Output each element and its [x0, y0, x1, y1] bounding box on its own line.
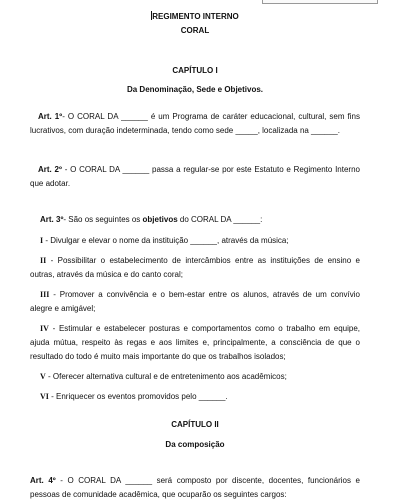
article-3-text-post: do CORAL DA ______:: [177, 215, 263, 224]
chapter-1-subtitle: Da Denominação, Sede e Objetivos.: [126, 85, 264, 94]
article-1-label: Art. 1º: [38, 112, 63, 121]
title-line-2: CORAL: [180, 26, 210, 35]
list-item-text: - Possibilitar o estabelecimento de intercâmbios entre as instituições de ensino e outras, através da música e do canto coral;: [30, 256, 360, 279]
article-1-text: - O CORAL DA ______ é um Programa de caráter educacional, cultural, sem fins lucrativos, com duração indeterminada, tendo como sede _____, localizada na ______.: [30, 112, 360, 135]
chapter-2-label: CAPÍTULO II: [171, 420, 219, 429]
list-item-text: - Enriquecer os eventos promovidos pelo ______.: [48, 392, 228, 401]
list-item-number: V: [40, 372, 46, 381]
list-item: [30, 254, 360, 282]
chapter-2-subtitle: Da composição: [165, 440, 225, 449]
list-item-number: II: [40, 256, 47, 265]
list-item: [30, 234, 360, 248]
article-4: [30, 474, 360, 500]
list-item: [30, 322, 360, 364]
list-item: [30, 390, 360, 404]
article-3-text-pre: - São os seguintes os: [63, 215, 143, 224]
article-2-text: - O CORAL DA ______ passa a regular-se por este Estatuto e Regimento Interno que adotar.: [30, 165, 360, 188]
objectives-list: [30, 234, 360, 410]
list-item-text: - Divulgar e elevar o nome da instituição ______, através da música;: [43, 236, 289, 245]
list-item-number: VI: [40, 392, 49, 401]
article-3: [30, 213, 360, 227]
list-item-text: - Promover a convivência e o bem-estar entre os alunos, através de um convívio alegre e amigável;: [30, 290, 360, 313]
list-item-number: I: [40, 236, 44, 245]
list-item: [30, 370, 360, 384]
article-2: [30, 163, 360, 191]
article-3-label: Art. 3º: [40, 215, 64, 224]
list-item-number: III: [40, 290, 50, 299]
list-item: [30, 288, 360, 316]
article-4-text: - O CORAL DA ______ será composto por discente, docentes, funcionários e pessoas de comunidade acadêmica, que ocuparão os seguintes cargos:: [30, 476, 361, 499]
title-line-1: REGIMENTO INTERNO: [152, 12, 239, 21]
document-title: [30, 11, 360, 21]
list-item-number: IV: [40, 324, 49, 333]
search-tag[interactable]: [262, 0, 378, 4]
list-item-text: - Estimular e estabelecer posturas e comportamentos como o trabalho em equipe, ajuda mútua, respeito às regas e aos limites e, principalmente, a consciência de que o resultado do todo é muito mais importante do que os trabalhos isolados;: [30, 324, 360, 361]
chapter-1-label: CAPÍTULO I: [172, 66, 218, 75]
article-3-text-bold: objetivos: [142, 215, 178, 224]
article-2-label: Art. 2º: [38, 165, 62, 174]
list-item-text: - Oferecer alternativa cultural e de entretenimento aos acadêmicos;: [45, 372, 287, 381]
article-1: [30, 110, 360, 138]
article-4-label: Art. 4º: [30, 476, 56, 485]
